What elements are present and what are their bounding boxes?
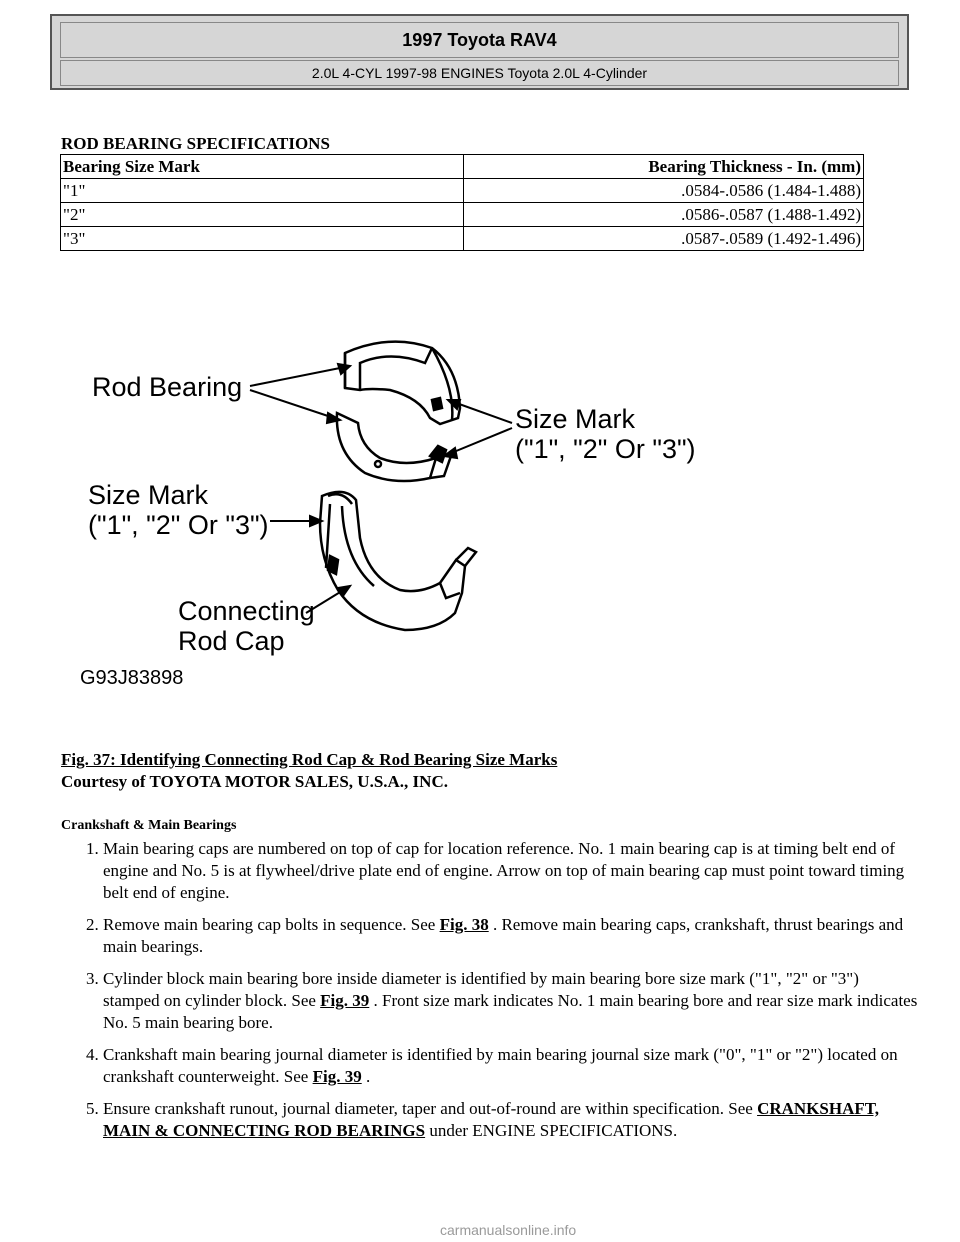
table-row	[61, 227, 864, 251]
spec-table-title: ROD BEARING SPECIFICATIONS	[61, 134, 330, 153]
size-mark-left-label: Size Mark	[88, 480, 209, 510]
step-text: under ENGINE SPECIFICATIONS.	[425, 1121, 678, 1140]
step-text: Ensure crankshaft runout, journal diameter, taper and out-of-round are within specification. See	[103, 1099, 758, 1118]
size-mark-cell: "3"	[61, 227, 464, 251]
document-header	[50, 14, 909, 90]
thickness-cell: .0584-.0586 (1.484-1.488)	[464, 179, 864, 203]
table-row	[61, 203, 864, 227]
table-header-row	[61, 155, 864, 179]
step-text: Crankshaft main bearing journal diameter is identified by main bearing journal size mark ("0", "1" or "2") located on crankshaft counterweight. See	[103, 1045, 898, 1086]
size-mark-right-label: Size Mark	[515, 404, 636, 434]
size-mark-right-values: ("1", "2" Or "3")	[515, 434, 696, 464]
figure-code: G93J83898	[80, 667, 184, 689]
fig-39-link[interactable]: Fig. 39	[320, 991, 370, 1010]
crankshaft-bearings-spec-link[interactable]: CRANKSHAFT, MAIN & CONNECTING ROD BEARINGS	[103, 1099, 880, 1140]
list-item	[103, 838, 918, 904]
rod-bearing-shell-drawing	[337, 342, 460, 481]
step-text: .	[361, 1067, 371, 1086]
rod-bearing-illustration	[60, 328, 740, 698]
step-text: . Remove main bearing caps, crankshaft, thrust bearings and main bearings.	[103, 915, 904, 956]
column-header-size-mark: Bearing Size Mark	[61, 155, 464, 179]
connecting-rod-cap-drawing	[320, 492, 476, 630]
step-text: . Front size mark indicates No. 1 main bearing bore and rear size mark indicates No. 5 main bearing bore.	[103, 991, 918, 1032]
size-mark-left-values: ("1", "2" Or "3")	[88, 510, 269, 540]
list-item	[103, 914, 918, 958]
callout-arrows	[250, 364, 512, 613]
size-mark-cell: "1"	[61, 179, 464, 203]
step-text: Main bearing caps are numbered on top of cap for location reference. No. 1 main bearing cap is at timing belt end of engine and No. 5 is at flywheel/drive plate end of engine. Arrow on top of main bearing cap must point toward timing belt end of engine.	[103, 839, 905, 902]
procedure-steps	[61, 838, 918, 1152]
connecting-rod-cap-label-line2: Rod Cap	[178, 626, 285, 656]
rod-bearing-label: Rod Bearing	[92, 372, 243, 402]
table-row	[61, 179, 864, 203]
document-title: 1997 Toyota RAV4	[60, 22, 899, 58]
figure-courtesy: Courtesy of TOYOTA MOTOR SALES, U.S.A., INC.	[61, 772, 448, 791]
list-item	[103, 1044, 918, 1088]
step-text: Remove main bearing cap bolts in sequence. See	[103, 915, 440, 934]
fig-39-link[interactable]: Fig. 39	[312, 1067, 362, 1086]
rod-bearing-spec-table	[60, 154, 864, 251]
size-mark-cell: "2"	[61, 203, 464, 227]
connecting-rod-cap-label-line1: Connecting	[178, 596, 315, 626]
list-item	[103, 1098, 918, 1142]
document-subtitle: 2.0L 4-CYL 1997-98 ENGINES Toyota 2.0L 4-Cylinder	[60, 60, 899, 86]
thickness-cell: .0586-.0587 (1.488-1.492)	[464, 203, 864, 227]
thickness-cell: .0587-.0589 (1.492-1.496)	[464, 227, 864, 251]
list-item	[103, 968, 918, 1034]
step-text: Cylinder block main bearing bore inside diameter is identified by main bearing bore size mark ("1", "2" or "3") stamped on cylinder block. See	[103, 969, 859, 1010]
section-title: Crankshaft & Main Bearings	[61, 818, 237, 833]
column-header-thickness: Bearing Thickness - In. (mm)	[464, 155, 864, 179]
fig-38-link[interactable]: Fig. 38	[439, 915, 489, 934]
watermark: carmanualsonline.info	[440, 1222, 577, 1238]
figure-caption[interactable]: Fig. 37: Identifying Connecting Rod Cap & Rod Bearing Size Marks	[61, 750, 558, 769]
